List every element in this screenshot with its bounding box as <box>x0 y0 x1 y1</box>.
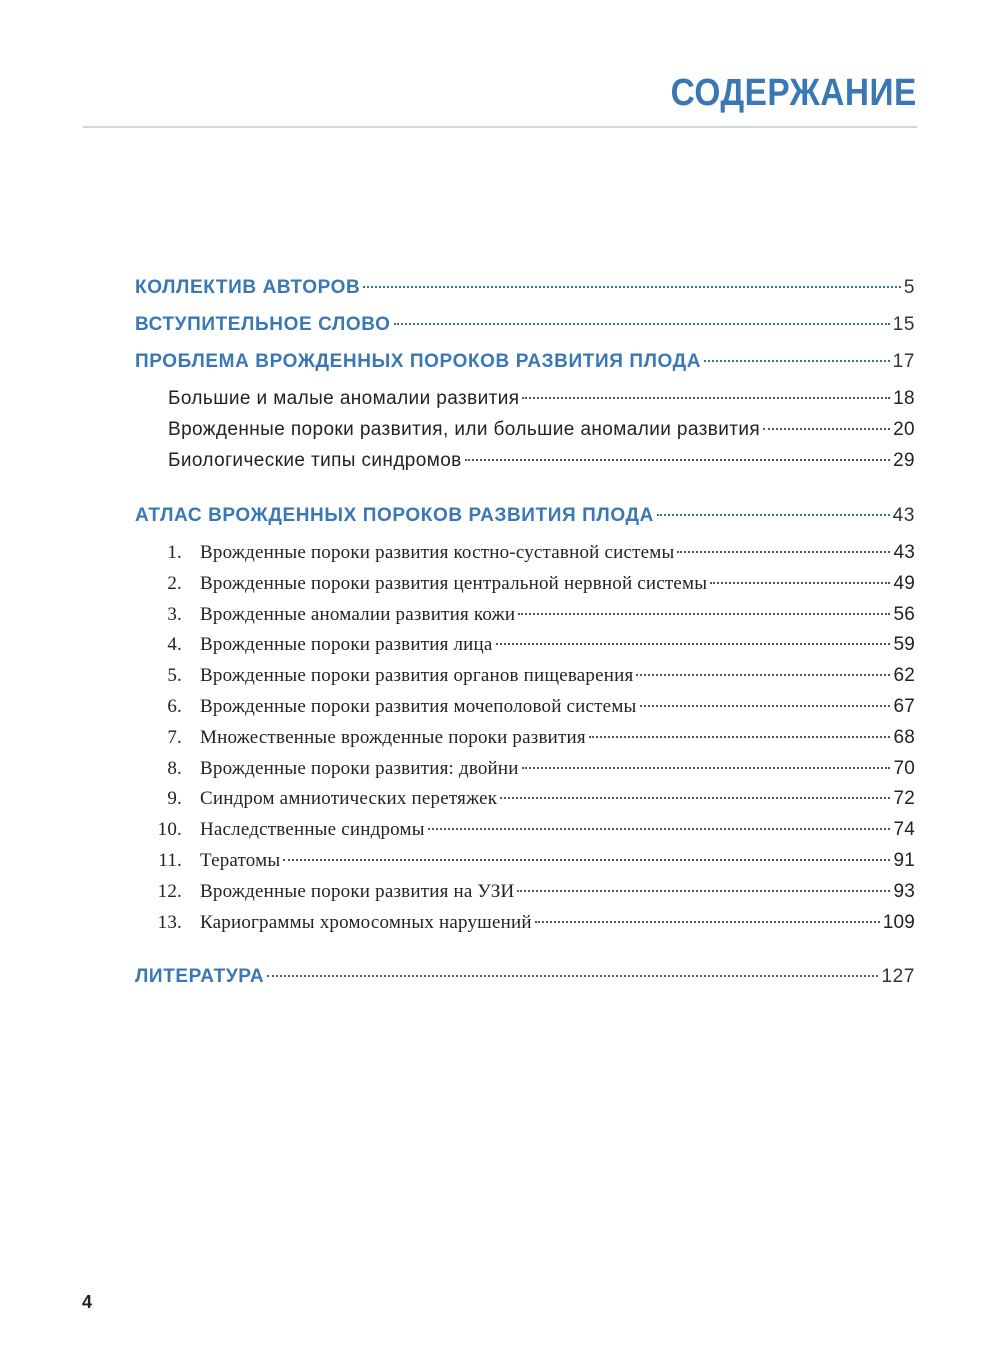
dot-leader <box>589 736 891 738</box>
entry-page: 56 <box>893 603 915 625</box>
dot-leader <box>496 643 891 645</box>
entry-page: 29 <box>893 450 915 471</box>
toc-entry[interactable] <box>150 849 915 873</box>
dot-leader <box>518 613 890 615</box>
entry-page: 15 <box>892 314 915 335</box>
dot-leader <box>283 859 890 861</box>
toc-entry[interactable] <box>150 695 915 719</box>
page-title: СОДЕРЖАНИЕ <box>670 72 917 114</box>
toc-entry[interactable] <box>150 664 915 688</box>
entry-page: 59 <box>893 634 915 656</box>
dot-leader <box>465 459 890 461</box>
toc-section[interactable] <box>135 350 915 374</box>
entry-page: 70 <box>893 757 915 779</box>
entry-page: 62 <box>893 665 915 687</box>
entry-page: 93 <box>893 880 915 902</box>
toc-entry[interactable] <box>150 572 915 596</box>
entry-number: 5. <box>167 665 182 687</box>
toc-entry[interactable] <box>150 633 915 657</box>
dot-leader <box>522 397 890 399</box>
entry-number: 12. <box>157 880 182 902</box>
toc-entry[interactable] <box>168 449 915 473</box>
entry-number: 4. <box>167 634 182 656</box>
entry-title: ВСТУПИТЕЛЬНОЕ СЛОВО <box>135 314 391 335</box>
entry-title: Врожденные пороки развития, или большие аномалии развития <box>168 419 761 440</box>
dot-leader <box>636 674 890 676</box>
entry-title: Врожденные пороки развития мочеполовой системы <box>200 696 637 717</box>
entry-number: 2. <box>167 572 182 594</box>
toc-section[interactable] <box>135 276 915 300</box>
entry-page: 74 <box>893 819 915 841</box>
dot-leader <box>657 514 890 516</box>
entry-number: 1. <box>167 542 182 563</box>
entry-title: Врожденные пороки развития костно-суставной системы <box>200 542 675 563</box>
toc-entry[interactable] <box>150 911 915 935</box>
toc-entry[interactable] <box>150 880 915 904</box>
entry-title: АТЛАС ВРОЖДЕННЫХ ПОРОКОВ РАЗВИТИЯ ПЛОДА <box>135 505 654 526</box>
entry-title: Врожденные пороки развития: двойни <box>200 757 519 779</box>
entry-number: 9. <box>167 788 182 810</box>
page-number: 4 <box>82 1292 93 1312</box>
entry-page: 20 <box>893 419 915 440</box>
toc-entry[interactable] <box>150 726 915 750</box>
toc-entry[interactable] <box>168 418 915 442</box>
toc-entry[interactable] <box>150 818 915 842</box>
entry-page: 67 <box>893 696 915 717</box>
entry-page: 18 <box>893 388 915 409</box>
dot-leader <box>522 767 891 769</box>
entry-number: 8. <box>167 757 182 779</box>
entry-page: 127 <box>881 966 915 987</box>
entry-page: 109 <box>882 911 915 933</box>
dot-leader <box>704 360 890 362</box>
dot-leader <box>428 828 891 830</box>
entry-title: Врожденные пороки развития центральной нервной системы <box>200 572 708 594</box>
entry-title: Врожденные пороки развития органов пищеварения <box>200 665 634 687</box>
toc-entry[interactable] <box>150 603 915 627</box>
entry-title: Врожденные пороки развития лица <box>200 634 493 656</box>
entry-title: Кариограммы хромосомных нарушений <box>200 911 532 933</box>
entry-number: 7. <box>167 726 182 748</box>
entry-title: Множественные врожденные пороки развития <box>200 726 586 748</box>
entry-page: 91 <box>893 850 915 871</box>
entry-page: 43 <box>892 505 915 526</box>
entry-page: 68 <box>893 726 915 748</box>
toc-entry[interactable] <box>168 387 915 411</box>
entry-title: Врожденные аномалии развития кожи <box>200 603 516 625</box>
entry-page: 49 <box>893 572 915 594</box>
dot-leader <box>394 323 890 325</box>
toc-entry[interactable] <box>150 541 915 565</box>
entry-title: Тератомы <box>200 850 281 871</box>
entry-page: 5 <box>903 277 915 298</box>
title-divider <box>83 126 917 128</box>
entry-number: 3. <box>167 603 182 625</box>
entry-title: КОЛЛЕКТИВ АВТОРОВ <box>135 277 361 298</box>
toc-section[interactable] <box>135 965 915 989</box>
entry-title: ЛИТЕРАТУРА <box>135 966 265 987</box>
toc-entry[interactable] <box>150 787 915 811</box>
entry-number: 13. <box>157 911 182 933</box>
entry-title: Большие и малые аномалии развития <box>168 388 520 409</box>
toc-section[interactable] <box>135 313 915 337</box>
entry-page: 17 <box>892 351 915 372</box>
entry-page: 43 <box>893 542 915 563</box>
dot-leader <box>677 551 890 553</box>
dot-leader <box>363 286 901 288</box>
dot-leader <box>640 705 891 707</box>
dot-leader <box>763 428 890 430</box>
dot-leader <box>517 890 890 892</box>
entry-number: 6. <box>167 696 182 717</box>
entry-title: Врожденные пороки развития на УЗИ <box>200 880 515 902</box>
dot-leader <box>535 921 880 923</box>
entry-page: 72 <box>893 788 915 810</box>
toc-section[interactable] <box>135 504 915 528</box>
entry-title: Биологические типы синдромов <box>168 450 462 471</box>
dot-leader <box>710 582 890 584</box>
entry-title: Наследственные синдромы <box>200 819 425 841</box>
entry-number: 10. <box>157 819 182 841</box>
entry-title: Синдром амниотических перетяжек <box>200 788 498 810</box>
entry-title: ПРОБЛЕМА ВРОЖДЕННЫХ ПОРОКОВ РАЗВИТИЯ ПЛОДА <box>135 351 702 372</box>
entry-number: 11. <box>158 850 182 871</box>
dot-leader <box>267 975 878 977</box>
toc-entry[interactable] <box>150 757 915 781</box>
dot-leader <box>500 797 890 799</box>
